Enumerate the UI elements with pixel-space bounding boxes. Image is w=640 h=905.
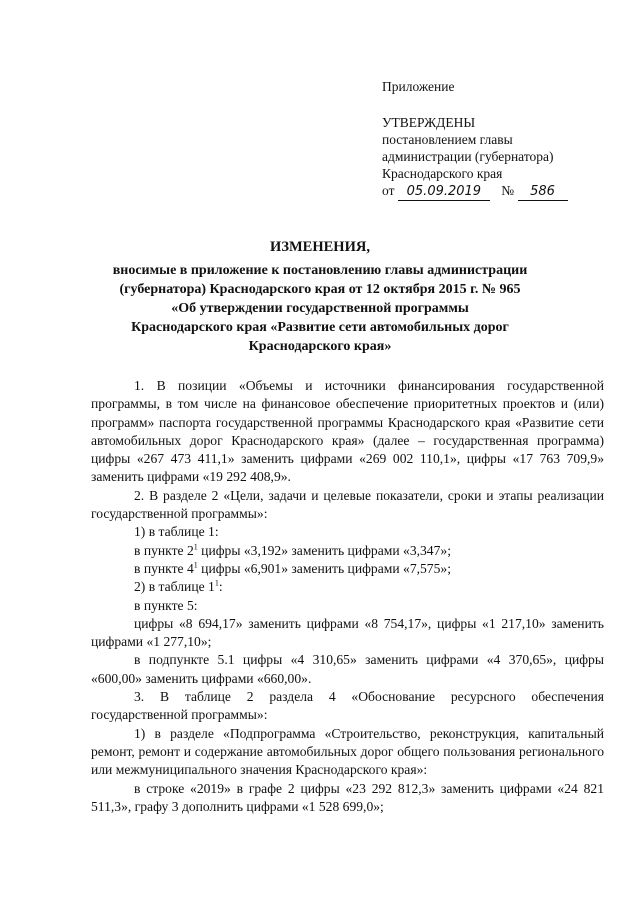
paragraph-8: цифры «8 694,17» заменить цифрами «8 754,17», цифры «1 217,10» заменить цифрами «1 277,10»; xyxy=(91,615,604,650)
approval-line-1: постановлением главы xyxy=(382,132,513,147)
approval-line-3: Краснодарского края xyxy=(382,166,503,181)
number-label: № xyxy=(501,183,515,198)
handwritten-number: 586 xyxy=(518,183,568,201)
title-line-2: (губернатора) Краснодарского края от 12 октября 2015 г. № 965 xyxy=(119,282,521,297)
document-body xyxy=(91,377,604,816)
paragraph-2: 2. В разделе 2 «Цели, задачи и целевые показатели, сроки и этапы реализации государственной программы»: xyxy=(91,487,604,522)
appendix-label: Приложение xyxy=(382,79,455,94)
paragraph-3: 1) в таблице 1: xyxy=(134,524,219,540)
approval-line-2: администрации (губернатора) xyxy=(382,149,554,164)
paragraph-6: 2) в таблице $1^1$: xyxy=(134,578,223,595)
paragraph-11: 1) в разделе «Подпрограмма «Строительство, реконструкция, капитальный ремонт, ремонт и содержание автомобильных дорог общего пользования регионального или межмуниципального значения Краснодарского края»: xyxy=(91,725,604,778)
approval-date-line xyxy=(382,182,568,201)
handwritten-date: 05.09.2019 xyxy=(398,183,490,201)
spacer xyxy=(382,95,568,114)
paragraph-12: в строке «2019» в графе 2 цифры «23 292 812,3» заменить цифрами «24 821 511,3», графу 3 дополнить цифрами «1 528 699,0»; xyxy=(91,780,604,814)
title-line-3: «Об утверждении государственной программы xyxy=(171,301,469,316)
paragraph-1: 1. В позиции «Объемы и источники финансирования государственной программы, в том числе на финансовое обеспечение приоритетных проектов и (или) программ» паспорта государственной программы Краснодарского края «Развитие сети автомобильных дорог Краснодарского края» (далее – государственная программа) цифры «267 473 411,1» заменить цифрами «269 002 110,1», цифры «17 763 709,9» заменить цифрами «19 292 408,9». xyxy=(91,378,604,485)
paragraph-4: в пункте $2^1$ цифры «3,192» заменить цифрами «3,347»; xyxy=(134,542,451,558)
title-line-1: вносимые в приложение к постановлению главы администрации xyxy=(112,263,528,278)
title-line-5: Краснодарского края» xyxy=(248,339,392,354)
approval-block xyxy=(382,78,568,201)
from-label: от xyxy=(382,183,395,198)
paragraph-9: в подпункте 5.1 цифры «4 310,65» заменить цифрами «4 370,65», цифры «600,00» заменить цифрами «660,00». xyxy=(91,652,604,686)
paragraph-10: 3. В таблице 2 раздела 4 «Обоснование ресурсного обеспечения государственной программы»: xyxy=(91,689,604,723)
paragraph-7: в пункте 5: xyxy=(134,597,198,613)
document-title xyxy=(110,238,530,356)
approved-label: УТВЕРЖДЕНЫ xyxy=(382,115,476,130)
title-heading: ИЗМЕНЕНИЯ, xyxy=(270,239,370,255)
title-line-4: Краснодарского края «Развитие сети автомобильных дорог xyxy=(131,320,509,335)
paragraph-5: в пункте $4^1$ цифры «6,901» заменить цифрами «7,575»; xyxy=(134,560,451,576)
